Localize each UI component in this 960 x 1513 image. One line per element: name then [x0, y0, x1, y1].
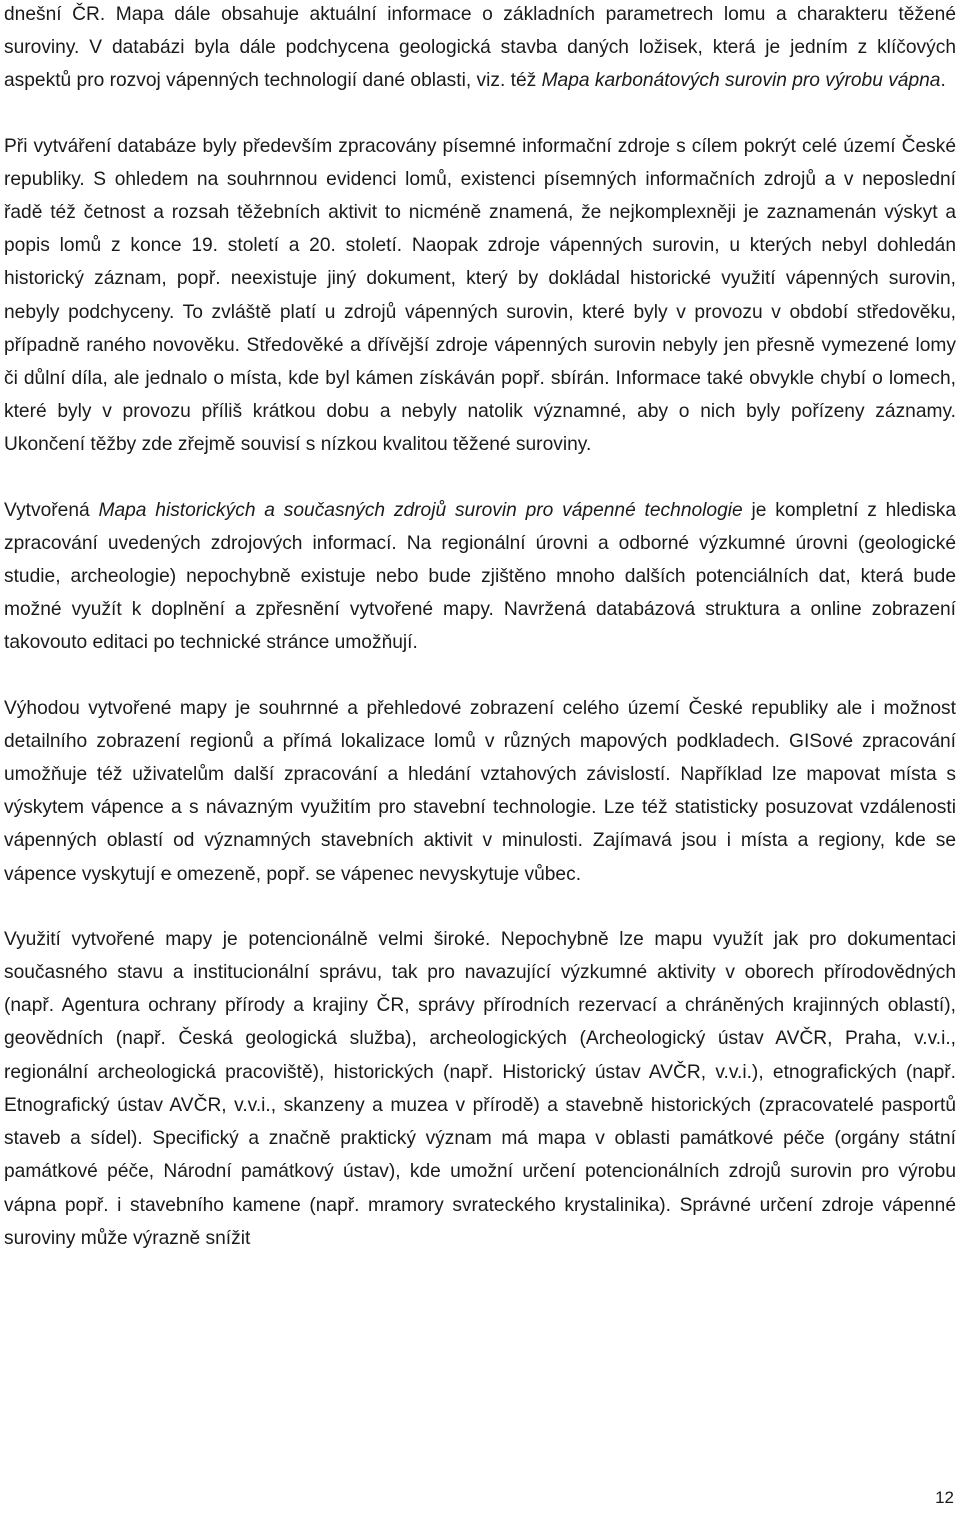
paragraph-map-completeness	[4, 494, 956, 660]
paragraph-map-advantages	[4, 692, 956, 891]
struck-text: e	[160, 863, 172, 885]
paragraph-text: Výhodou vytvořené mapy je souhrnné a přehledové zobrazení celého území České republiky ale i možnost detailního zobrazení regionů a přímá lokalizace lomů v různých mapových podkladech. GISové zpracování umožňuje též uživatelům další zpracování a hledání vztahových závislostí. Například lze mapovat místa s výskytem vápence a s návazným využitím pro stavební technologie. Lze též statisticky posuzovat vzdálenosti vápenných oblastí od významných stavebních aktivit v minulosti. Zajímavá jsou i místa a regiony, kde se vápence vyskytují	[4, 697, 956, 885]
paragraph-map-contents	[4, 0, 956, 98]
paragraph-map-usage: Využití vytvořené mapy je potencionálně velmi široké. Nepochybně lze mapu využít jak pro dokumentaci současného stavu a institucionální správu, tak pro navazující výzkumné aktivity v oborech přírodovědných (např. Agentura ochrany přírody a krajiny ČR, správy přírodních rezervací a chráněných krajinných oblastí), geovědních (např. Česká geologická služba), archeologických (Archeologický ústav AVČR, Praha, v.v.i., regionální archeologická pracoviště), historických (např. Historický ústav AVČR, v.v.i.), etnografických (např. Etnografický ústav AVČR, v.v.i., skanzeny a muzea v přírodě) a stavebně historických (zpracovatelé pasportů staveb a sídel). Specifický a značně praktický význam má mapa v oblasti památkové péče (orgány státní památkové péče, Národní památkový ústav), kde umožní určení potencionálních zdrojů surovin pro výrobu vápna popř. i stavebního kamene (např. mramory svrateckého krystalinika). Správné určení zdroje vápenné suroviny může výrazně snížit	[4, 928, 956, 1249]
paragraph-text: Vytvořená	[4, 499, 99, 521]
map-title-historical: Mapa historických a současných zdrojů surovin pro vápenné technologie	[98, 499, 743, 521]
paragraph-text: dnešní ČR. Mapa dále obsahuje aktuální informace o základních parametrech lomu a charakteru těžené suroviny. V databázi byla dále podchycena geologická stavba daných ložisek, která je jedním z klíčových aspektů pro rozvoj vápenných technologií dané oblasti, viz. též	[4, 4, 956, 92]
paragraph-text: je kompletní z hlediska zpracování uvedených zdrojových informací. Na regionální úrovni a odborné výzkumné úrovni (geologické studie, archeologie) nepochybně existuje nebo bude zjištěno mnoho dalších potenciálních dat, která bude možné využít k doplnění a zpřesnění vytvořené mapy. Navržená databázová struktura a online zobrazení takovouto editaci po technické stránce umožňují.	[4, 499, 957, 654]
map-title-carbonate: Mapa karbonátových surovin pro výrobu vápna	[541, 70, 941, 92]
paragraph-database-sources: Při vytváření databáze byly především zpracovány písemné informační zdroje s cílem pokrýt celé území České republiky. S ohledem na souhrnnou evidenci lomů, existenci písemných informačních zdrojů a v neposlední řadě též četnost a rozsah těžebních aktivit to nicméně znamená, že nejkomplexněji je zaznamenán výskyt a popis lomů z konce 19. století a 20. století. Naopak zdroje vápenných surovin, u kterých nebyl dohledán historický záznam, popř. neexistuje jiný dokument, který by dokládal historické využití vápenných surovin, nebyly podchyceny. To zvláště platí u zdrojů vápenných surovin, které byly v provozu v období středověku, případně raného novověku. Středověké a dřívější zdroje vápenných surovin nebyly jen přesně vymezené lomy či důlní díla, ale jednalo o místa, kde byl kámen získáván popř. sbírán. Informace také obvykle chybí o lomech, které byly v provozu příliš krátkou dobu a nebyly natolik významné, aby o nich byly pořízeny záznamy. Ukončení těžby zde zřejmě souvisí s nízkou kvalitou těžené suroviny.	[4, 135, 956, 456]
paragraph-text: omezeně, popř. se vápenec nevyskytuje vůbec.	[171, 863, 582, 885]
paragraph-text: .	[940, 70, 946, 92]
page-number: 12	[935, 1488, 954, 1507]
document-page	[4, 0, 956, 1255]
